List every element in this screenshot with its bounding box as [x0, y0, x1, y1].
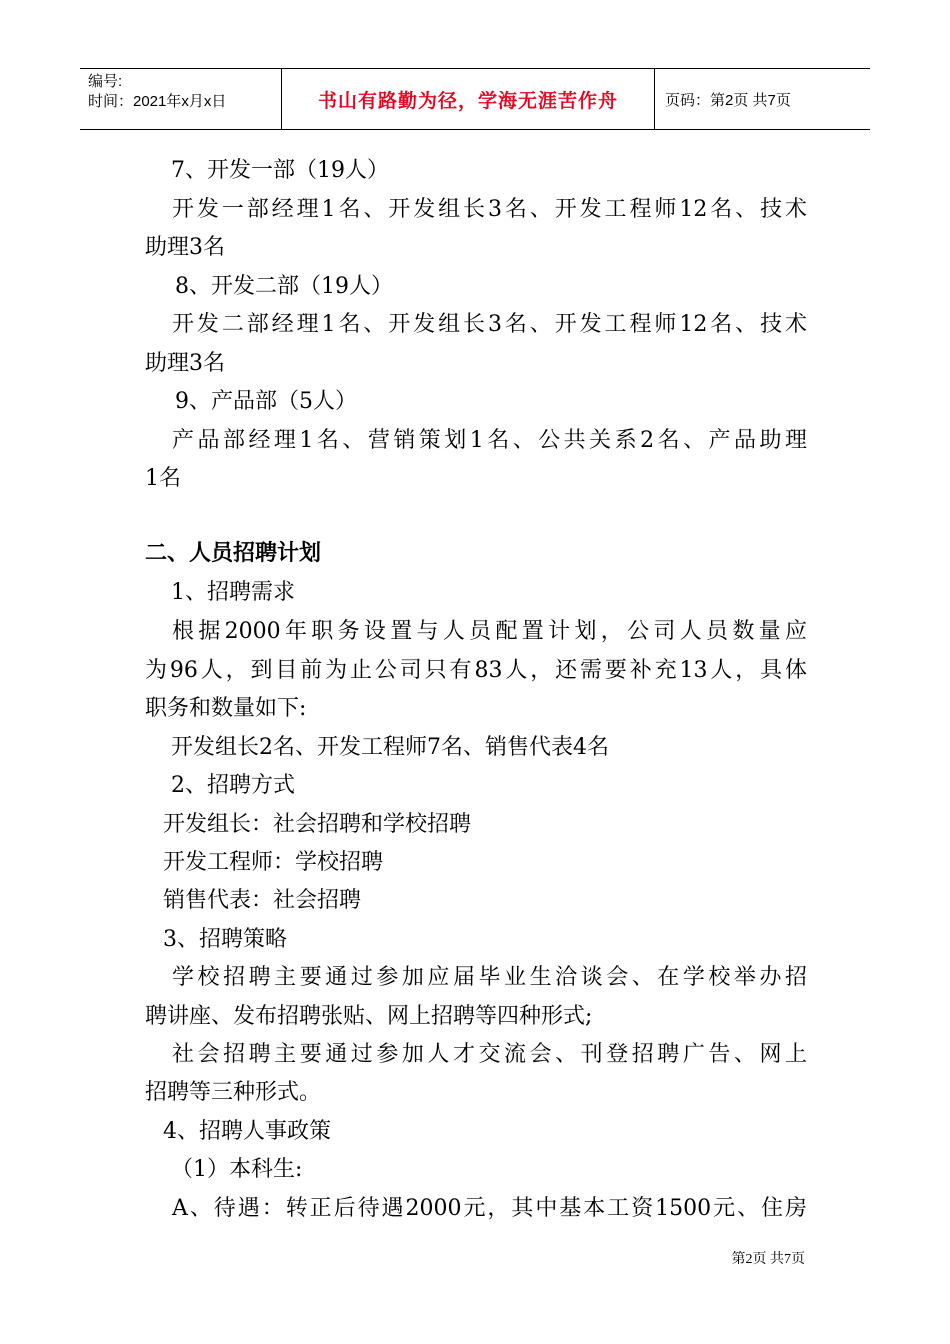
- subheading-dev-dept-1: 7、开发一部（19人）: [171, 158, 389, 183]
- paragraph-line: 开发组长2名、开发工程师7名、销售代表4名: [171, 735, 609, 760]
- paragraph-line: 销售代表：社会招聘: [163, 888, 362, 913]
- header-motto: 书山有路勤为径，学海无涯苦作舟: [282, 69, 655, 129]
- time-label: 时间：2021年x月x日: [88, 93, 227, 110]
- subheading-recruit-demand: 1、招聘需求: [171, 580, 295, 605]
- paragraph-line: 聘讲座、发布招聘张贴、网上招聘等四种形式;: [145, 1004, 593, 1029]
- section-heading: 二、人员招聘计划: [145, 541, 322, 566]
- paragraph-line: 招聘等三种形式。: [145, 1080, 322, 1105]
- subheading-recruit-method: 2、招聘方式: [171, 773, 295, 798]
- subheading-hr-policy: 4、招聘人事政策: [163, 1119, 331, 1144]
- paragraph-line: 开发一部经理1名、开发组长3名、开发工程师12名、技术: [172, 197, 807, 222]
- paragraph-line: 1名: [145, 466, 181, 491]
- subheading-dev-dept-2: 8、开发二部（19人）: [175, 274, 393, 299]
- paragraph-line: A、待遇：转正后待遇2000元，其中基本工资1500元、住房: [172, 1196, 807, 1221]
- paragraph-line: 根据2000年职务设置与人员配置计划，公司人员数量应: [172, 619, 807, 644]
- page-header: [80, 68, 870, 130]
- paragraph-line: 产品部经理1名、营销策划1名、公共关系2名、产品助理: [172, 428, 807, 453]
- paragraph-line: 开发工程师：学校招聘: [163, 850, 384, 875]
- paragraph-line: 开发二部经理1名、开发组长3名、开发工程师12名、技术: [172, 312, 807, 337]
- paragraph-line: 职务和数量如下:: [145, 696, 307, 721]
- paragraph-line: 社会招聘主要通过参加人才交流会、刊登招聘广告、网上: [172, 1042, 807, 1067]
- subheading-recruit-strategy: 3、招聘策略: [163, 927, 287, 952]
- paragraph-line: （1）本科生:: [171, 1157, 303, 1182]
- paragraph-line: 为96人，到目前为止公司只有83人，还需要补充13人，具体: [145, 658, 807, 683]
- serial-number-label: 编号:: [88, 73, 123, 90]
- paragraph-line: 开发组长：社会招聘和学校招聘: [163, 812, 472, 837]
- paragraph-line: 学校招聘主要通过参加应届毕业生洽谈会、在学校举办招: [172, 965, 807, 990]
- header-page-number: 页码：第2页 共7页: [665, 91, 791, 109]
- subheading-product-dept: 9、产品部（5人）: [175, 389, 357, 414]
- header-meta: [80, 69, 282, 129]
- paragraph-line: 助理3名: [145, 235, 225, 260]
- page-footer: 第2页 共7页: [731, 1252, 805, 1267]
- paragraph-line: 助理3名: [145, 351, 225, 376]
